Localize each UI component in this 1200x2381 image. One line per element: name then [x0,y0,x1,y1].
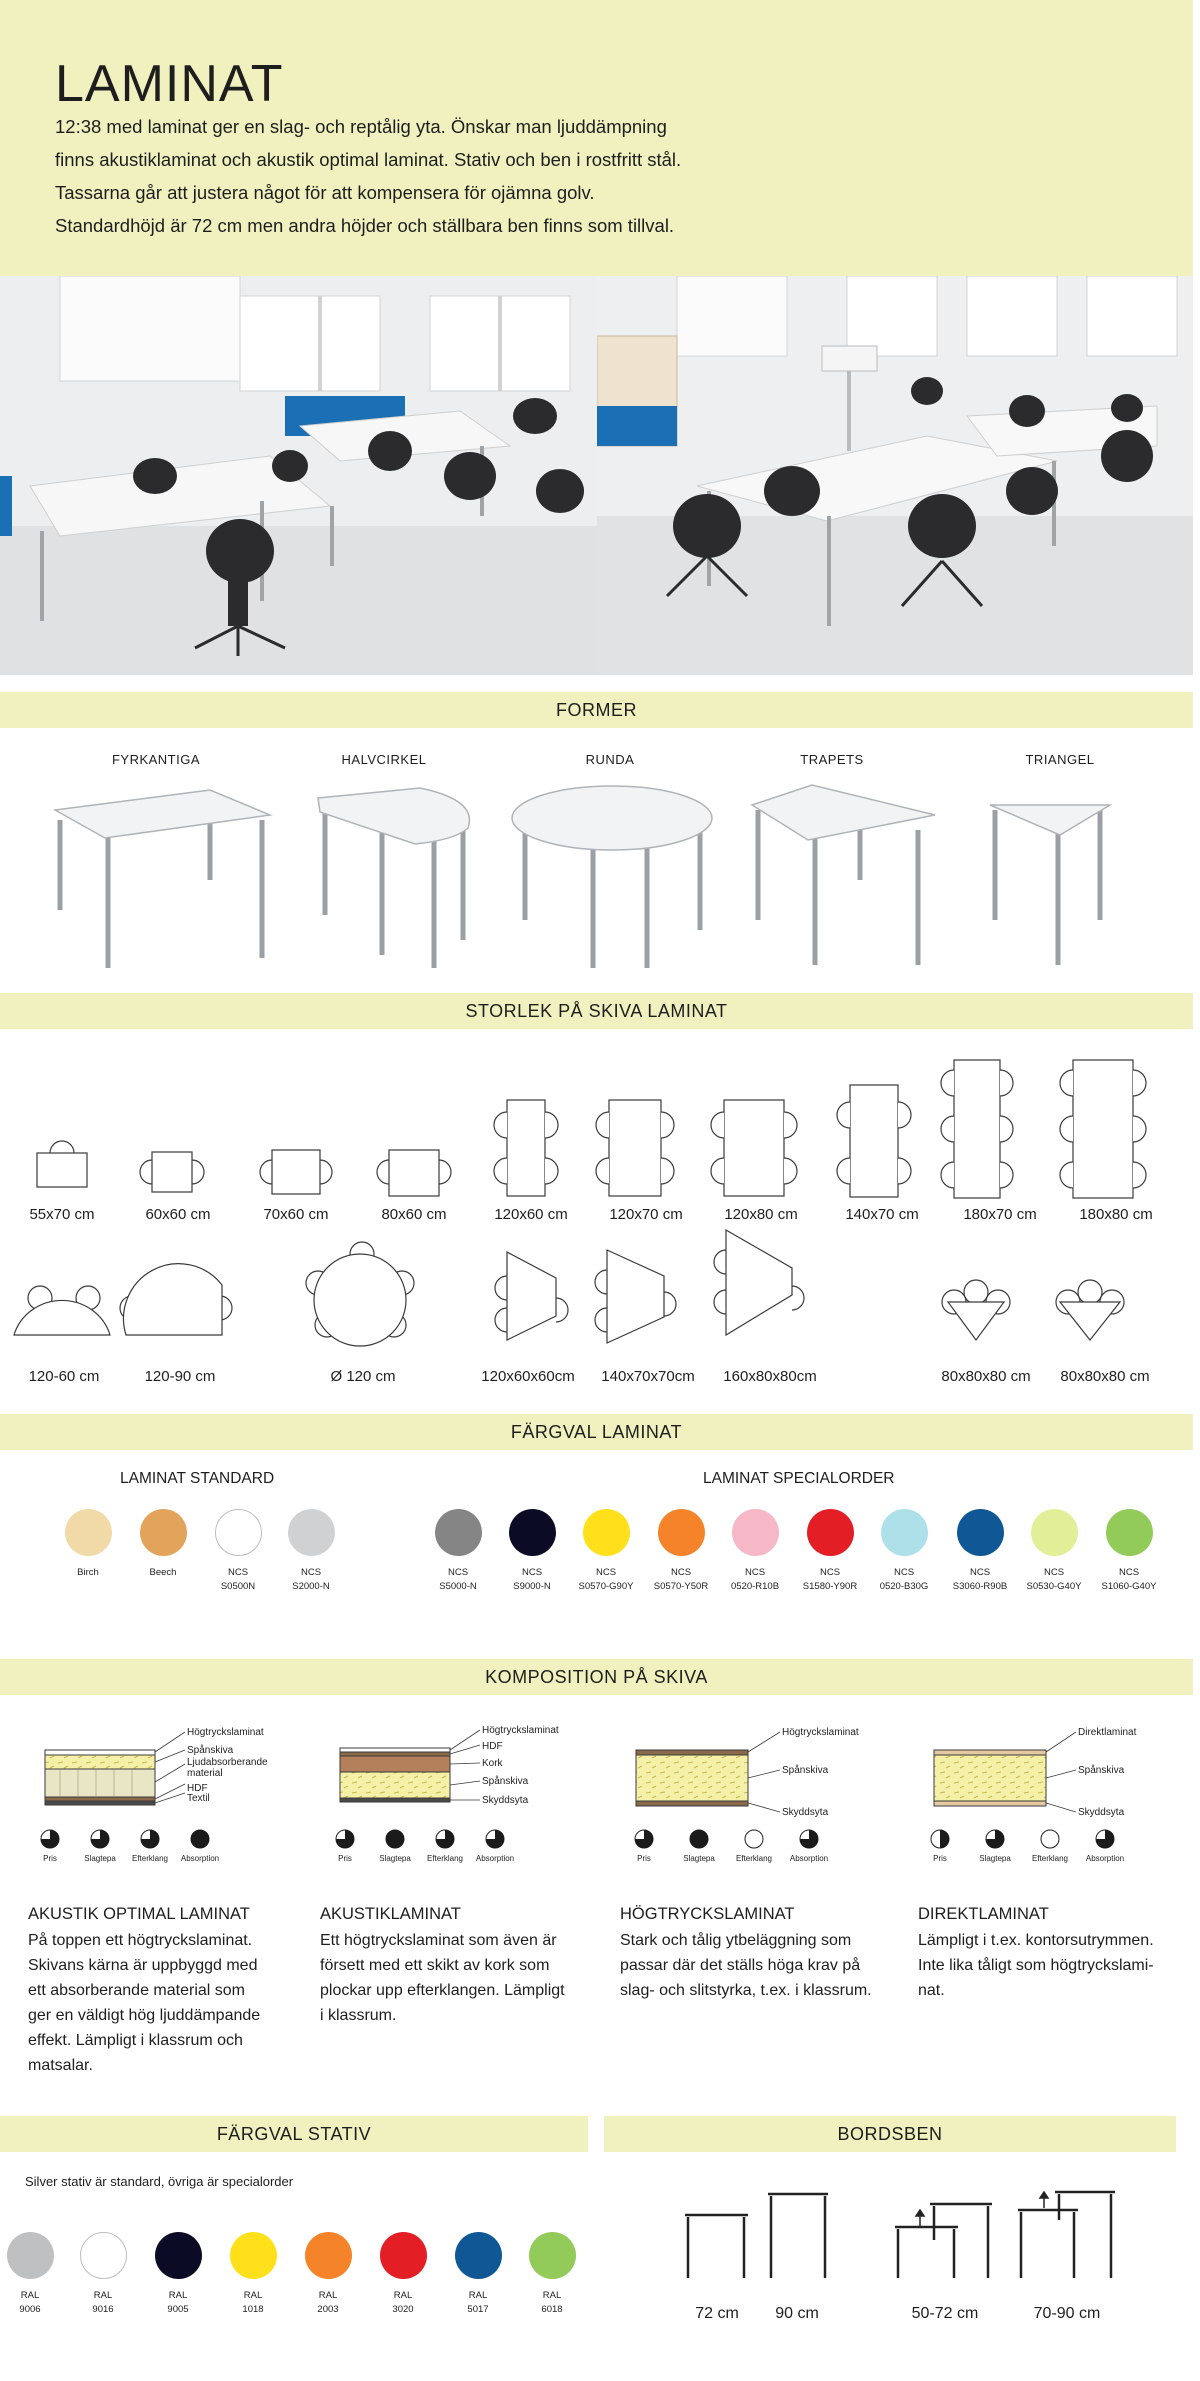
layer-label: Spånskiva [187,1745,234,1756]
color-swatch [380,2232,427,2279]
color-swatch [455,2232,502,2279]
leg-height-label: 70-90 cm [1033,2305,1101,2322]
color-swatch [140,1509,187,1556]
color-code-line: RAL [468,2290,488,2301]
layer-label: Spånskiva [482,1776,529,1787]
laminat-special-heading: LAMINAT SPECIALORDER [703,1470,895,1487]
composition-title: AKUSTIK OPTIMAL LAMINAT [28,1905,250,1923]
color-code-label [68,2289,138,2317]
composition-description [620,1928,905,2003]
color-code-line: 0520-B30G [879,1581,929,1592]
composition-description [28,1928,298,2078]
section-header-former: FORMER [0,692,1193,728]
rating-icon-label: Efterklang [735,1854,773,1863]
color-swatch [529,2232,576,2279]
color-code-label [0,2289,65,2317]
layer-label: Spånskiva [782,1765,829,1776]
rating-pie-icon [633,1828,655,1850]
rating-pie-icon [484,1828,506,1850]
composition-line: ger en väldigt hög ljuddämpande [28,2007,261,2024]
color-code-line: S0500N [220,1581,256,1592]
rating-pie-icon [688,1828,710,1850]
layer-label: Ljudabsorberande material [187,1757,268,1779]
color-code-label [720,1566,790,1594]
rating-pie-icon [434,1828,456,1850]
rating-icon-label: Absorption [180,1854,220,1863]
size-label: 80x80x80 cm [1060,1368,1150,1385]
rating-icon-label: Pris [637,1854,651,1863]
composition-description [918,1928,1188,2003]
laminat-standard-heading: LAMINAT STANDARD [120,1470,275,1487]
composition-line: matsalar. [28,2057,93,2074]
composition-line: nat. [918,1982,945,1999]
composition-line: Skivans kärna är uppbyggd med [28,1957,258,1974]
color-code-label [517,2289,587,2317]
composition-title: DIREKTLAMINAT [918,1905,1049,1923]
layer-label: Direktlaminat [1078,1727,1137,1738]
intro-line: 12:38 med laminat ger en slag- och reptålig yta. Önskar man ljuddämpning [55,116,667,137]
color-code-line: 3020 [392,2304,414,2315]
color-code-line: 0520-R10B [730,1581,780,1592]
color-code-line: 6018 [541,2304,563,2315]
rating-pie-icon [929,1828,951,1850]
size-label: 70x60 cm [263,1206,329,1223]
color-code-line: RAL [542,2290,562,2301]
color-code-line: Beech [149,1567,177,1578]
color-swatch [1106,1509,1153,1556]
size-label: 60x60 cm [145,1206,211,1223]
color-code-line: 9006 [19,2304,41,2315]
composition-description [320,1928,600,2028]
rating-icon-label: Pris [933,1854,947,1863]
color-code-line: 9005 [167,2304,189,2315]
classroom-photo-right [597,276,1193,675]
rating-pie-icon [139,1828,161,1850]
color-swatch [732,1509,779,1556]
color-code-label [368,2289,438,2317]
composition-line: På toppen ett högtryckslaminat. [28,1932,253,1949]
layer-label: Textil [187,1793,210,1804]
color-code-line: 2003 [317,2304,339,2315]
color-swatch [881,1509,928,1556]
color-code-line: NCS [1043,1567,1065,1578]
rating-icon-label: Slagtepa [84,1854,116,1863]
rating-icon-label: Efterklang [131,1854,169,1863]
size-label: 120-90 cm [144,1368,216,1385]
color-code-line: NCS [1118,1567,1140,1578]
size-label: 140x70x70cm [601,1368,695,1385]
size-label: 120-60 cm [28,1368,100,1385]
rating-pie-icon [743,1828,765,1850]
color-swatch [305,2232,352,2279]
color-code-label [646,1566,716,1594]
classroom-photo-left [0,276,597,675]
rating-icon-label: Absorption [789,1854,829,1863]
color-code-label [571,1566,641,1594]
color-swatch [807,1509,854,1556]
color-code-line: S2000-N [292,1581,330,1592]
color-code-line: RAL [93,2290,113,2301]
color-code-line: RAL [393,2290,413,2301]
rating-pie-icon [189,1828,211,1850]
table-shapes-illustration [0,770,1193,985]
color-code-line: RAL [243,2290,263,2301]
layer-label: Högtryckslaminat [782,1727,859,1738]
rating-icon-label: Efterklang [1031,1854,1069,1863]
color-swatch [509,1509,556,1556]
size-label: 55x70 cm [29,1206,95,1223]
color-code-label [1019,1566,1089,1594]
color-code-line: NCS [819,1567,841,1578]
rating-icon-label: Absorption [475,1854,515,1863]
layer-label: Kork [482,1758,503,1769]
rating-pie-icon [798,1828,820,1850]
color-code-label [53,1566,123,1580]
size-diagrams [0,1040,1193,1350]
color-code-line: RAL [20,2290,40,2301]
rating-pie-icon [384,1828,406,1850]
color-code-line: S0530-G40Y [1026,1581,1082,1592]
color-code-label [218,2289,288,2317]
color-swatch [230,2232,277,2279]
composition-title: HÖGTRYCKSLAMINAT [620,1905,795,1923]
layer-label: Skyddsyta [1078,1807,1125,1818]
leg-height-label: 50-72 cm [911,2305,979,2322]
color-code-line: NCS [300,1567,322,1578]
layer-label: Högtryckslaminat [482,1725,559,1736]
composition-line: i klassrum. [320,2007,397,2024]
color-code-label [143,2289,213,2317]
size-label: 180x80 cm [1079,1206,1153,1223]
size-label: 120x80 cm [724,1206,798,1223]
intro-line: Tassarna går att justera något för att kompensera för ojämna golv. [55,182,595,203]
shape-label: FYRKANTIGA [111,752,201,767]
color-code-line: 9016 [92,2304,114,2315]
composition-line: Lämpligt i t.ex. kontorsutrymmen. [918,1932,1154,1949]
intro-line: Standardhöjd är 72 cm men andra höjder och ställbara ben finns som tillval. [55,215,675,236]
section-header-bordsben: BORDSBEN [604,2116,1176,2152]
color-code-line: S0570-G90Y [578,1581,634,1592]
color-code-label [293,2289,363,2317]
shape-label: HALVCIRKEL [341,752,427,767]
composition-line: Stark och tålig ytbeläggning som [620,1932,852,1949]
color-code-line: S9000-N [513,1581,551,1592]
color-swatch [65,1509,112,1556]
color-code-line: NCS [969,1567,991,1578]
composition-line: passar där det ställs höga krav på [620,1957,861,1974]
leg-height-label: 72 cm [695,2305,739,2322]
leg-height-label: 90 cm [775,2305,819,2322]
color-code-line: S1060-G40Y [1101,1581,1157,1592]
color-code-line: S0570-Y50R [653,1581,709,1592]
color-swatch [80,2232,127,2279]
shape-label: RUNDA [585,752,635,767]
color-code-label [443,2289,513,2317]
layer-label: Högtryckslaminat [187,1727,264,1738]
size-label: Ø 120 cm [330,1368,396,1385]
page-title: LAMINAT [55,55,284,113]
color-code-label [869,1566,939,1594]
layer-label: Skyddsyta [782,1807,829,1818]
composition-line: slag- och slitstyrka, t.ex. i klassrum. [620,1982,872,1999]
color-code-line: NCS [670,1567,692,1578]
section-header-storlek: STORLEK PÅ SKIVA LAMINAT [0,993,1193,1029]
table-legs-illustration [640,2180,1180,2300]
color-swatch [583,1509,630,1556]
color-swatch [957,1509,1004,1556]
color-swatch [215,1509,262,1556]
rating-icon-label: Efterklang [426,1854,464,1863]
rating-icon-label: Pris [338,1854,352,1863]
intro-line: finns akustiklaminat och akustik optimal laminat. Stativ och ben i rostfritt stål. [55,149,682,170]
composition-line: effekt. Lämpligt i klassrum och [28,2032,243,2049]
color-swatch [7,2232,54,2279]
color-code-line: S5000-N [439,1581,477,1592]
stativ-note: Silver stativ är standard, övriga är specialorder [25,2174,294,2189]
intro-banner [0,0,1193,276]
color-code-label [128,1566,198,1580]
layer-label: Skyddsyta [482,1795,529,1806]
color-code-line: NCS [521,1567,543,1578]
rating-pie-icon [1094,1828,1116,1850]
rating-pie-icon [334,1828,356,1850]
rating-icon-label: Absorption [1085,1854,1125,1863]
rating-pie-icon [1039,1828,1061,1850]
color-code-line: S3060-R90B [952,1581,1008,1592]
color-code-line: NCS [893,1567,915,1578]
intro-text [55,110,1135,242]
color-code-line: 5017 [467,2304,489,2315]
rating-icon-label: Slagtepa [379,1854,411,1863]
composition-line: Inte lika tåligt som högtryckslami- [918,1957,1154,1974]
size-label: 80x80x80 cm [941,1368,1031,1385]
section-header-fargval-laminat: FÄRGVAL LAMINAT [0,1414,1193,1450]
color-code-line: RAL [168,2290,188,2301]
shape-label: TRIANGEL [1025,752,1095,767]
size-label: 120x60x60cm [481,1368,575,1385]
color-code-label [1094,1566,1164,1594]
composition-title: AKUSTIKLAMINAT [320,1905,461,1923]
composition-line: försett med ett skikt av kork som [320,1957,550,1974]
layer-label: HDF [187,1783,208,1794]
layer-label: HDF [482,1741,503,1752]
composition-line: ett absorberande material som [28,1982,245,1999]
size-label: 80x60 cm [381,1206,447,1223]
rating-pie-icon [39,1828,61,1850]
color-code-line: S1580-Y90R [802,1581,858,1592]
layer-label: Spånskiva [1078,1765,1125,1776]
rating-icon-label: Slagtepa [979,1854,1011,1863]
color-code-line: NCS [744,1567,766,1578]
size-label: 180x70 cm [963,1206,1037,1223]
size-label: 140x70 cm [845,1206,919,1223]
color-swatch [155,2232,202,2279]
rating-icon-label: Pris [43,1854,57,1863]
composition-line: Ett högtryckslaminat som även är [320,1932,557,1949]
rating-pie-icon [89,1828,111,1850]
color-code-label [276,1566,346,1594]
color-code-line: RAL [318,2290,338,2301]
color-code-line: NCS [227,1567,249,1578]
color-code-label [945,1566,1015,1594]
shape-label: TRAPETS [800,752,864,767]
rating-pie-icon [984,1828,1006,1850]
color-code-line: 1018 [242,2304,264,2315]
color-code-label [497,1566,567,1594]
color-code-label [423,1566,493,1594]
color-swatch [288,1509,335,1556]
section-header-komposition: KOMPOSITION PÅ SKIVA [0,1659,1193,1695]
color-swatch [1031,1509,1078,1556]
color-code-label [203,1566,273,1594]
color-code-line: NCS [447,1567,469,1578]
size-label: 160x80x80cm [723,1368,817,1385]
size-label: 120x70 cm [609,1206,683,1223]
rating-icon-label: Slagtepa [683,1854,715,1863]
composition-line: plockar upp efterklangen. Lämpligt [320,1982,565,1999]
color-code-label [795,1566,865,1594]
section-header-fargval-stativ: FÄRGVAL STATIV [0,2116,588,2152]
color-swatch [435,1509,482,1556]
color-swatch [658,1509,705,1556]
color-code-line: Birch [77,1567,99,1578]
color-code-line: NCS [595,1567,617,1578]
size-label: 120x60 cm [494,1206,568,1223]
